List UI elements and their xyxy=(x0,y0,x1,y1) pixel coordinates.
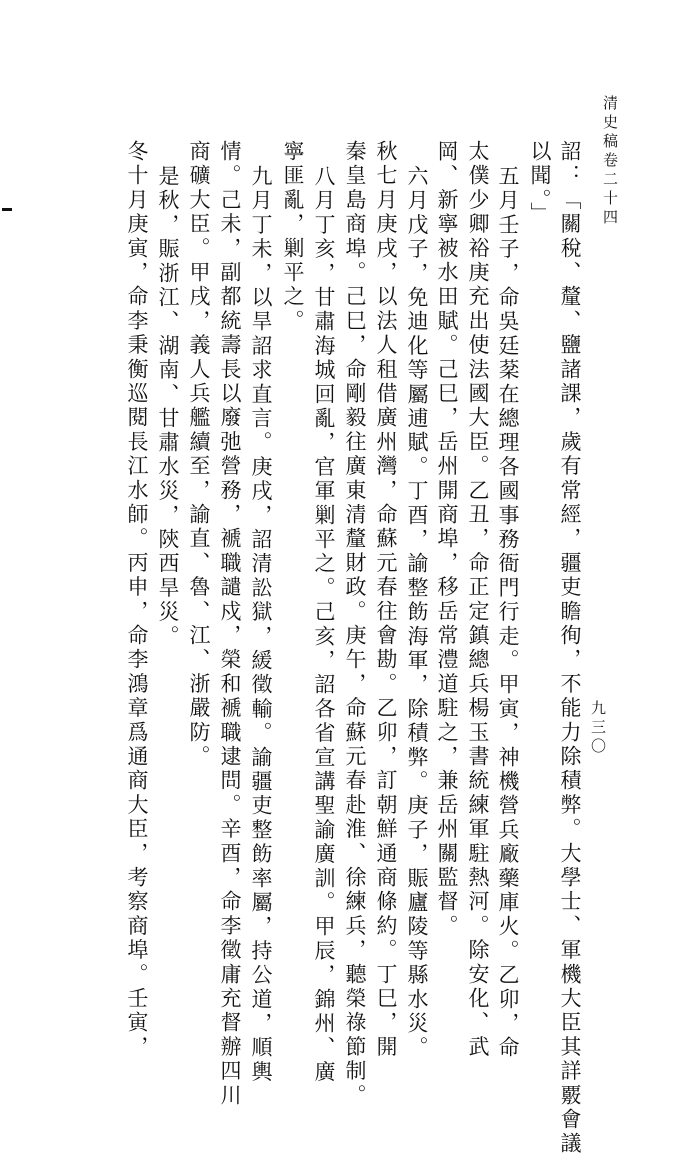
text-column-3: 五月壬子，命吳廷棻在總理各國事務衙門行走。甲寅，神機營兵廠藥庫火。乙卯，命 xyxy=(496,165,520,1061)
text-column-8: 秦皇島商埠。己巳，命剛毅往廣東清釐財政。庚午，命蘇元春赴淮、徐練兵，聽榮祿節制。 xyxy=(343,140,367,1108)
text-column-5: 岡、新寧被水田賦。己巳，岳州開商埠，移岳常澧道駐之，兼岳州關監督。 xyxy=(435,140,459,939)
page-number: 九三〇 xyxy=(589,700,607,757)
running-title: 清史稿卷二十四 xyxy=(601,95,619,228)
text-column-13: 商礦大臣。甲戌，義人兵艦續至，諭直、魯、江、浙嚴防。 xyxy=(187,140,211,770)
text-column-4: 太僕少卿裕庚充出使法國大臣。乙丑，命正定鎮總兵楊玉書統練軍駐熱河。除安化、武 xyxy=(466,140,490,1060)
text-column-2: 以聞。」 xyxy=(528,140,552,227)
text-column-12: 情。己未，副都統壽長以廢弛營務，褫職譴戍，榮和褫職逮問。辛酉，命李徵庸充督辦四川 xyxy=(218,140,242,1108)
text-column-6: 六月戊子，免迪化等屬逋賦。丁酉，諭整飭海軍，除積弊。庚子，賑廬陵等縣水災。 xyxy=(405,165,429,1061)
text-column-7: 秋七月庚戌，以法人租借廣州灣，命蘇元春往會勘。乙卯，訂朝鮮通商條約。丁巳，開 xyxy=(374,140,398,1060)
margin-mark xyxy=(2,208,12,211)
text-column-10: 寧匪亂，剿平之。 xyxy=(281,140,305,334)
text-column-1: 詔：「關稅、釐、鹽諸課，歲有常經，疆吏瞻徇，不能力除積弊。大學士、軍機大臣其詳覈會議 xyxy=(558,140,582,1156)
text-column-9: 八月丁亥，甘肅海城回亂，官軍剿平之。己亥，詔各省宣講聖諭廣訓。甲辰，錦州、廣 xyxy=(312,165,336,1085)
text-column-15: 冬十月庚寅，命李秉衡巡閱長江水師。丙申，命李鴻章爲通商大臣，考察商埠。壬寅， xyxy=(125,140,149,1060)
text-column-14: 是秋，賑浙江、湖南、甘肅水災，陝西旱災。 xyxy=(156,165,180,649)
text-column-11: 九月丁未，以旱詔求直言。庚戌，詔清訟獄，緩徵輸。諭疆吏整飭率屬，持公道，順輿 xyxy=(249,165,273,1085)
